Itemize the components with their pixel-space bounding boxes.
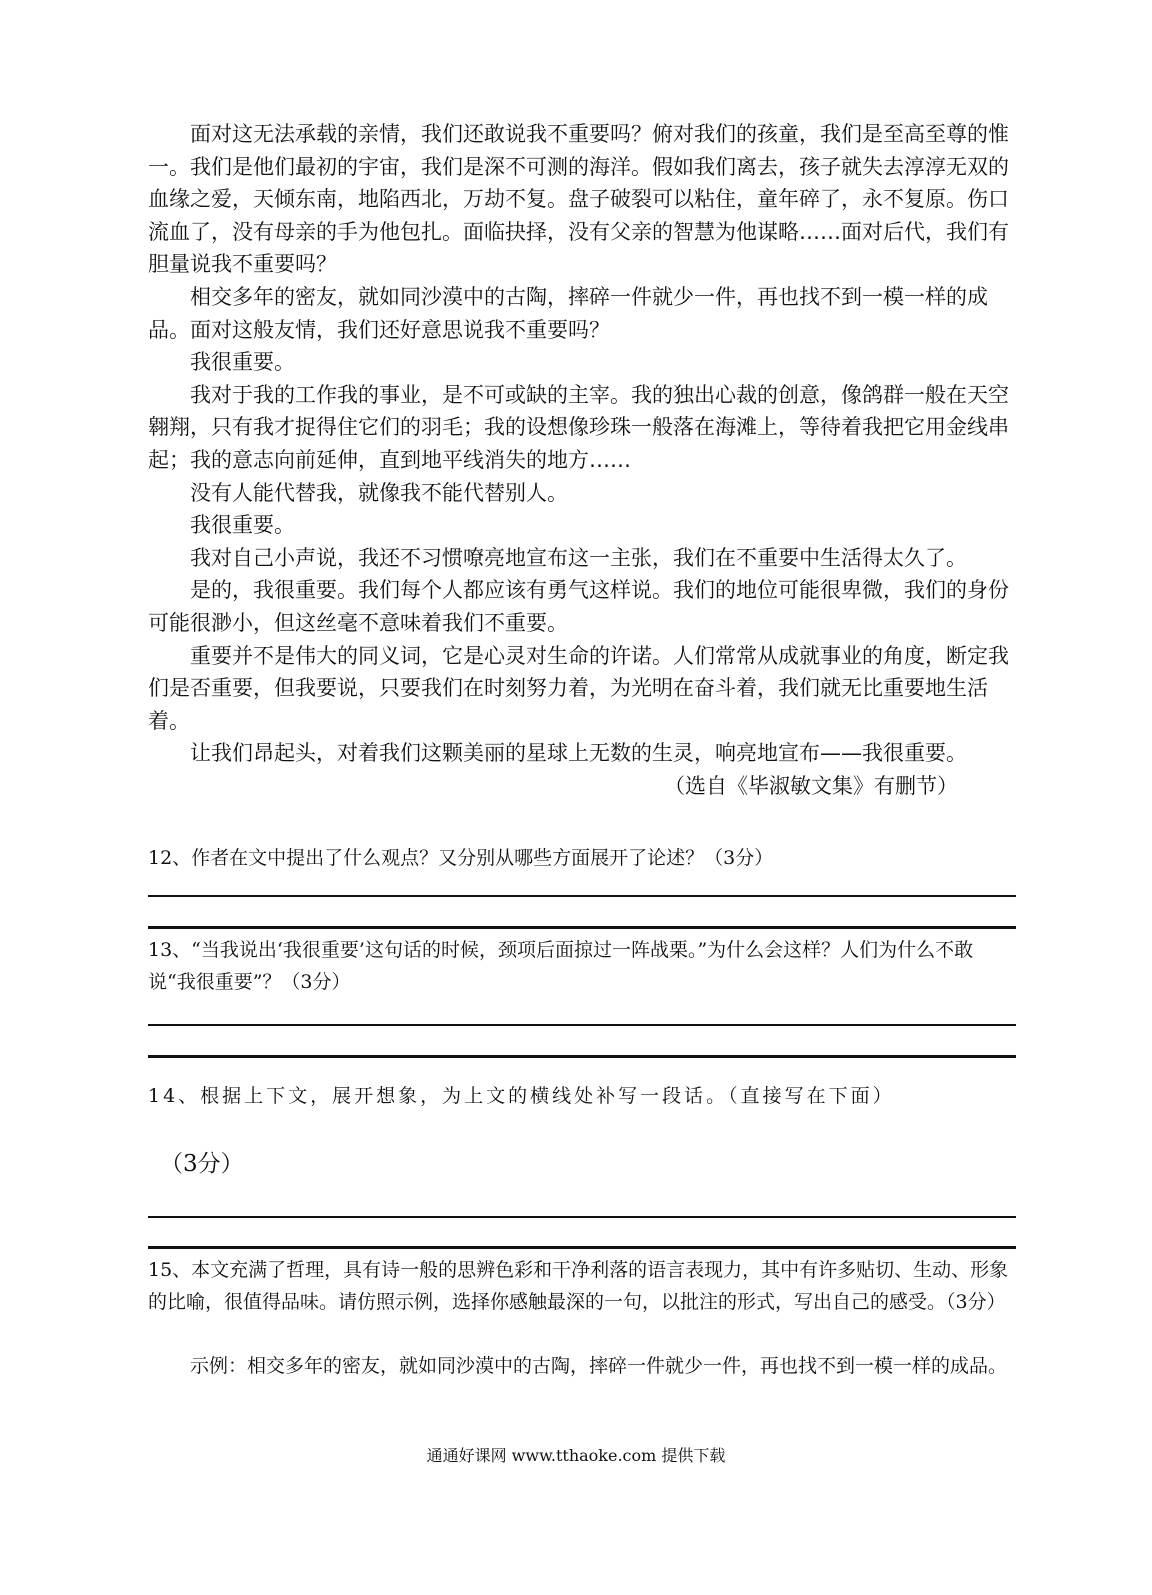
- page-footer: 通通好课网 www.tthaoke.com 提供下载: [426, 1446, 726, 1465]
- question-13: 13、“当我说出‘我很重要’这句话的时候，颈项后面掠过一阵战栗。”为什么会这样？人们为什么不敢说“我很重要”？（3分）: [148, 939, 974, 993]
- question-14: 14、根据上下文，展开想象，为上文的横线处补写一段话。（直接写在下面）: [148, 1085, 895, 1107]
- reading-passage: [148, 118, 1016, 802]
- question-15: 15、本文充满了哲理，具有诗一般的思辨色彩和干净利落的语言表现力，其中有许多贴切、生动、形象的比喻，很值得品味。请仿照示例，选择你感触最深的一句，以批注的形式，写出自己的感受。（3分）: [148, 1259, 1009, 1313]
- passage-paragraph: 我很重要。: [190, 513, 295, 538]
- passage-paragraph: 相交多年的密友，就如同沙漠中的古陶，摔碎一件就少一件，再也找不到一模一样的成品。面对这般友情，我们还好意思说我不重要吗？: [148, 284, 988, 342]
- answer-line: [148, 926, 1016, 929]
- passage-source: （选自《毕淑敏文集》有删节）: [664, 773, 958, 798]
- passage-paragraph: 我对自己小声说，我还不习惯嘹亮地宣布这一主张，我们在不重要中生活得太久了。: [190, 545, 967, 570]
- passage-paragraph: 让我们昂起头，对着我们这颗美丽的星球上无数的生灵，响亮地宣布——我很重要。: [190, 741, 967, 766]
- passage-paragraph: 是的，我很重要。我们每个人都应该有勇气这样说。我们的地位可能很卑微，我们的身份可能很渺小，但这丝毫不意味着我们不重要。: [148, 578, 1009, 635]
- question-12: 12、作者在文中提出了什么观点？又分别从哪些方面展开了论述？（3分）: [148, 847, 774, 869]
- passage-paragraph: 我很重要。: [190, 350, 295, 375]
- answer-line: [148, 1055, 1016, 1058]
- answer-line: [148, 1246, 1016, 1249]
- question-15-example: 示例：相交多年的密友，就如同沙漠中的古陶，摔碎一件就少一件，再也找不到一模一样的成品。: [190, 1355, 1008, 1377]
- answer-line: [148, 895, 1016, 897]
- passage-paragraph: 重要并不是伟大的同义词，它是心灵对生命的许诺。人们常常从成就事业的角度，断定我们是否重要，但我要说，只要我们在时刻努力着，为光明在奋斗着，我们就无比重要地生活着。: [148, 643, 1009, 733]
- passage-paragraph: 面对这无法承载的亲情，我们还敢说我不重要吗？俯对我们的孩童，我们是至高至尊的惟一。我们是他们最初的宇宙，我们是深不可测的海洋。假如我们离去，孩子就失去淳淳无双的血缘之爱，天倾东南，地陷西北，万劫不复。盘子破裂可以粘住，童年碎了，永不复原。伤口流血了，没有母亲的手为他包扎。面临抉择，没有父亲的智慧为他谋略……面对后代，我们有胆量说我不重要吗？: [148, 122, 1009, 277]
- answer-line: [148, 1024, 1016, 1026]
- passage-paragraph: 没有人能代替我，就像我不能代替别人。: [190, 480, 568, 505]
- passage-paragraph: 我对于我的工作我的事业，是不可或缺的主宰。我的独出心裁的创意，像鸽群一般在天空翱翔，只有我才捉得住它们的羽毛；我的设想像珍珠一般落在海滩上，等待着我把它用金线串起；我的意志向前延伸，直到地平线消失的地方……: [148, 382, 1009, 472]
- answer-line: [148, 1216, 1016, 1218]
- question-14-score: （3分）: [160, 1151, 244, 1177]
